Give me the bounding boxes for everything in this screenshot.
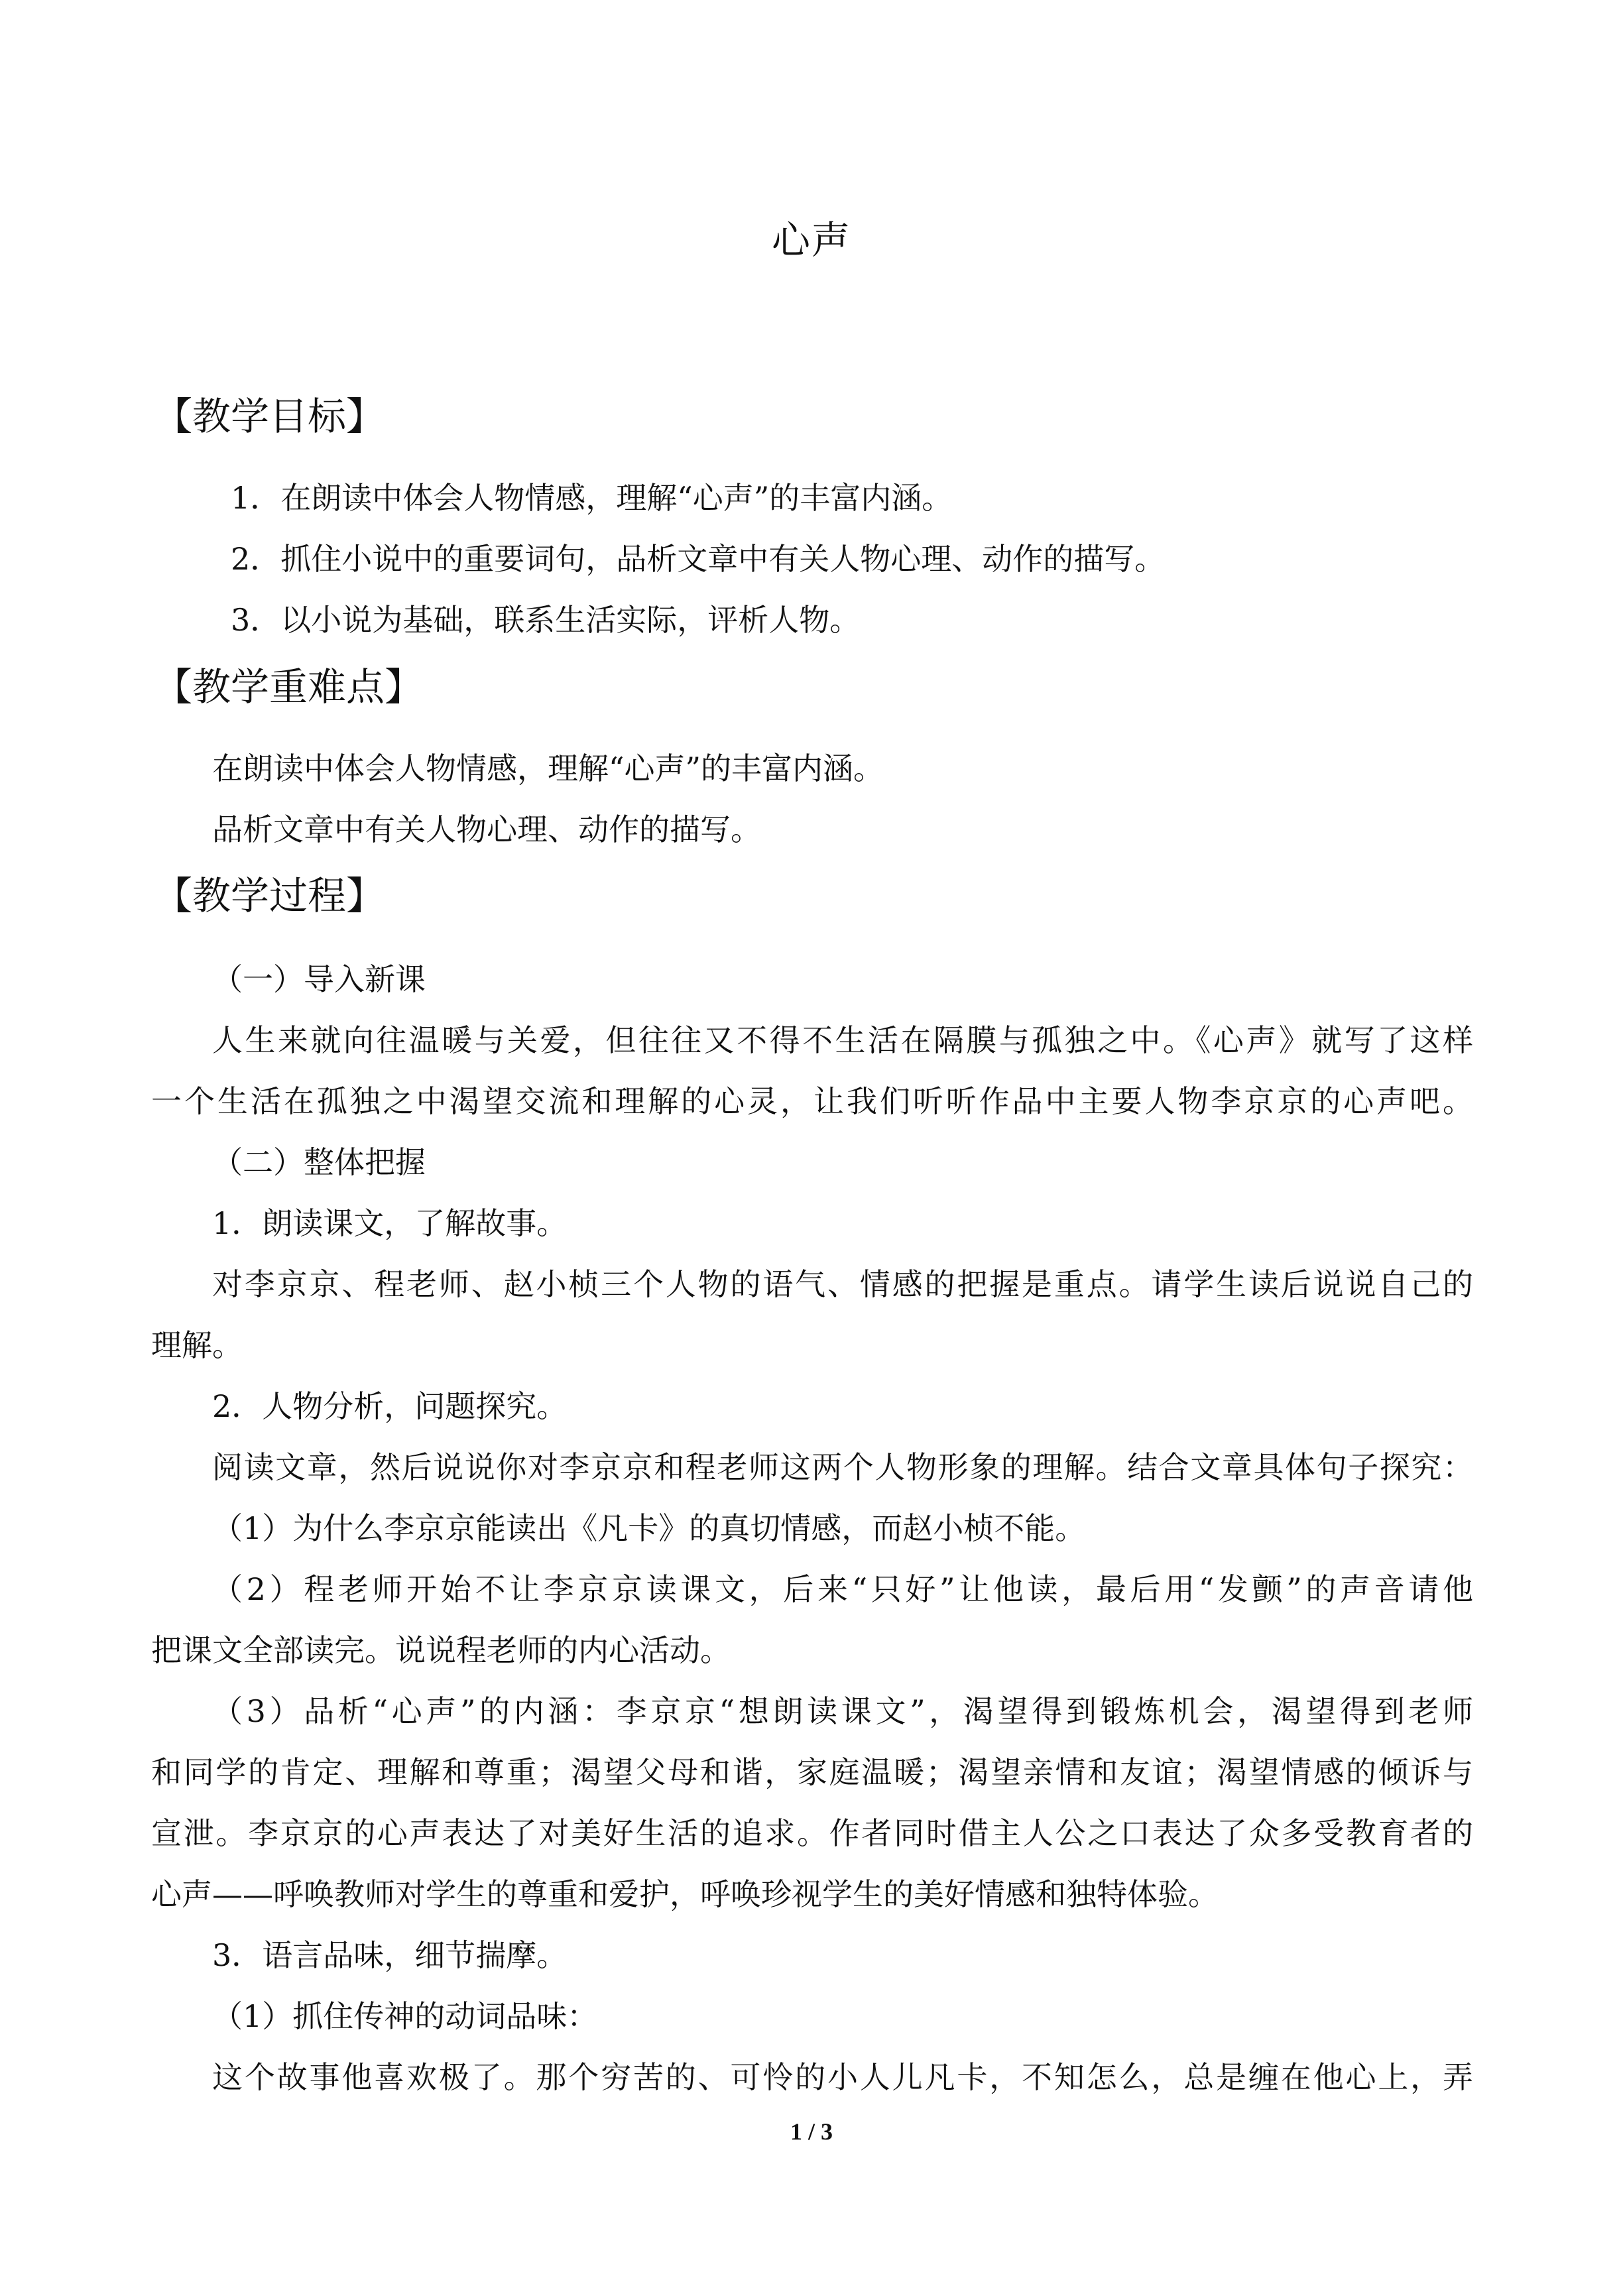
process-paragraph-line: 人生来就向往温暖与关爱，但往往又不得不生活在隔膜与孤独之中。《心声》就写了这样 xyxy=(212,1022,1473,1058)
process-subitem-1: （1）抓住传神的动词品味： xyxy=(212,1998,598,2034)
document-title: 心声 xyxy=(771,217,851,263)
section-heading-process: 【教学过程】 xyxy=(154,873,385,918)
process-step-1: 1．朗读课文，了解故事。 xyxy=(212,1205,568,1241)
goal-item-3: 3．以小说为基础，联系生活实际，评析人物。 xyxy=(231,602,861,638)
process-subheading-overview: （二）整体把握 xyxy=(212,1144,426,1180)
key-point-2: 品析文章中有关人物心理、动作的描写。 xyxy=(212,812,761,847)
process-step-2: 2．人物分析，问题探究。 xyxy=(212,1388,568,1424)
process-paragraph-line: 理解。 xyxy=(151,1327,243,1363)
page-number: 1 / 3 xyxy=(790,2118,833,2145)
process-paragraph-line: 一个生活在孤独之中渴望交流和理解的心灵，让我们听听作品中主要人物李京京的心声吧。 xyxy=(151,1083,1473,1119)
process-paragraph-line: 和同学的肯定、理解和尊重；渴望父母和谐，家庭温暖；渴望亲情和友谊；渴望情感的倾诉与 xyxy=(151,1754,1473,1790)
process-question-3: （3）品析“心声”的内涵：李京京“想朗读课文”，渴望得到锻炼机会，渴望得到老师 xyxy=(212,1693,1473,1729)
process-paragraph-line: 把课文全部读完。说说程老师的内心活动。 xyxy=(151,1632,731,1668)
goal-item-2: 2．抓住小说中的重要词句，品析文章中有关人物心理、动作的描写。 xyxy=(231,541,1166,577)
process-paragraph-line: 阅读文章，然后说说你对李京京和程老师这两个人物形象的理解。结合文章具体句子探究： xyxy=(212,1449,1473,1485)
key-point-1: 在朗读中体会人物情感，理解“心声”的丰富内涵。 xyxy=(212,751,884,786)
section-heading-goals: 【教学目标】 xyxy=(154,394,385,439)
process-paragraph-line: 这个故事他喜欢极了。那个穷苦的、可怜的小人儿凡卡，不知怎么，总是缠在他心上，弄 xyxy=(212,2059,1473,2095)
process-paragraph-line: 宣泄。李京京的心声表达了对美好生活的追求。作者同时借主人公之口表达了众多受教育者的 xyxy=(151,1815,1473,1851)
goal-item-1: 1．在朗读中体会人物情感，理解“心声”的丰富内涵。 xyxy=(231,480,953,516)
process-question-1: （1）为什么李京京能读出《凡卡》的真切情感，而赵小桢不能。 xyxy=(212,1510,1086,1546)
process-step-3: 3．语言品味，细节揣摩。 xyxy=(212,1937,568,1973)
section-heading-key-points: 【教学重难点】 xyxy=(154,664,424,709)
process-paragraph-line: 心声——呼唤教师对学生的尊重和爱护，呼唤珍视学生的美好情感和独特体验。 xyxy=(151,1876,1219,1912)
process-paragraph-line: 对李京京、程老师、赵小桢三个人物的语气、情感的把握是重点。请学生读后说说自己的 xyxy=(212,1266,1473,1302)
process-question-2: （2）程老师开始不让李京京读课文，后来“只好”让他读，最后用“发颤”的声音请他 xyxy=(212,1571,1473,1607)
process-subheading-intro: （一）导入新课 xyxy=(212,961,426,997)
